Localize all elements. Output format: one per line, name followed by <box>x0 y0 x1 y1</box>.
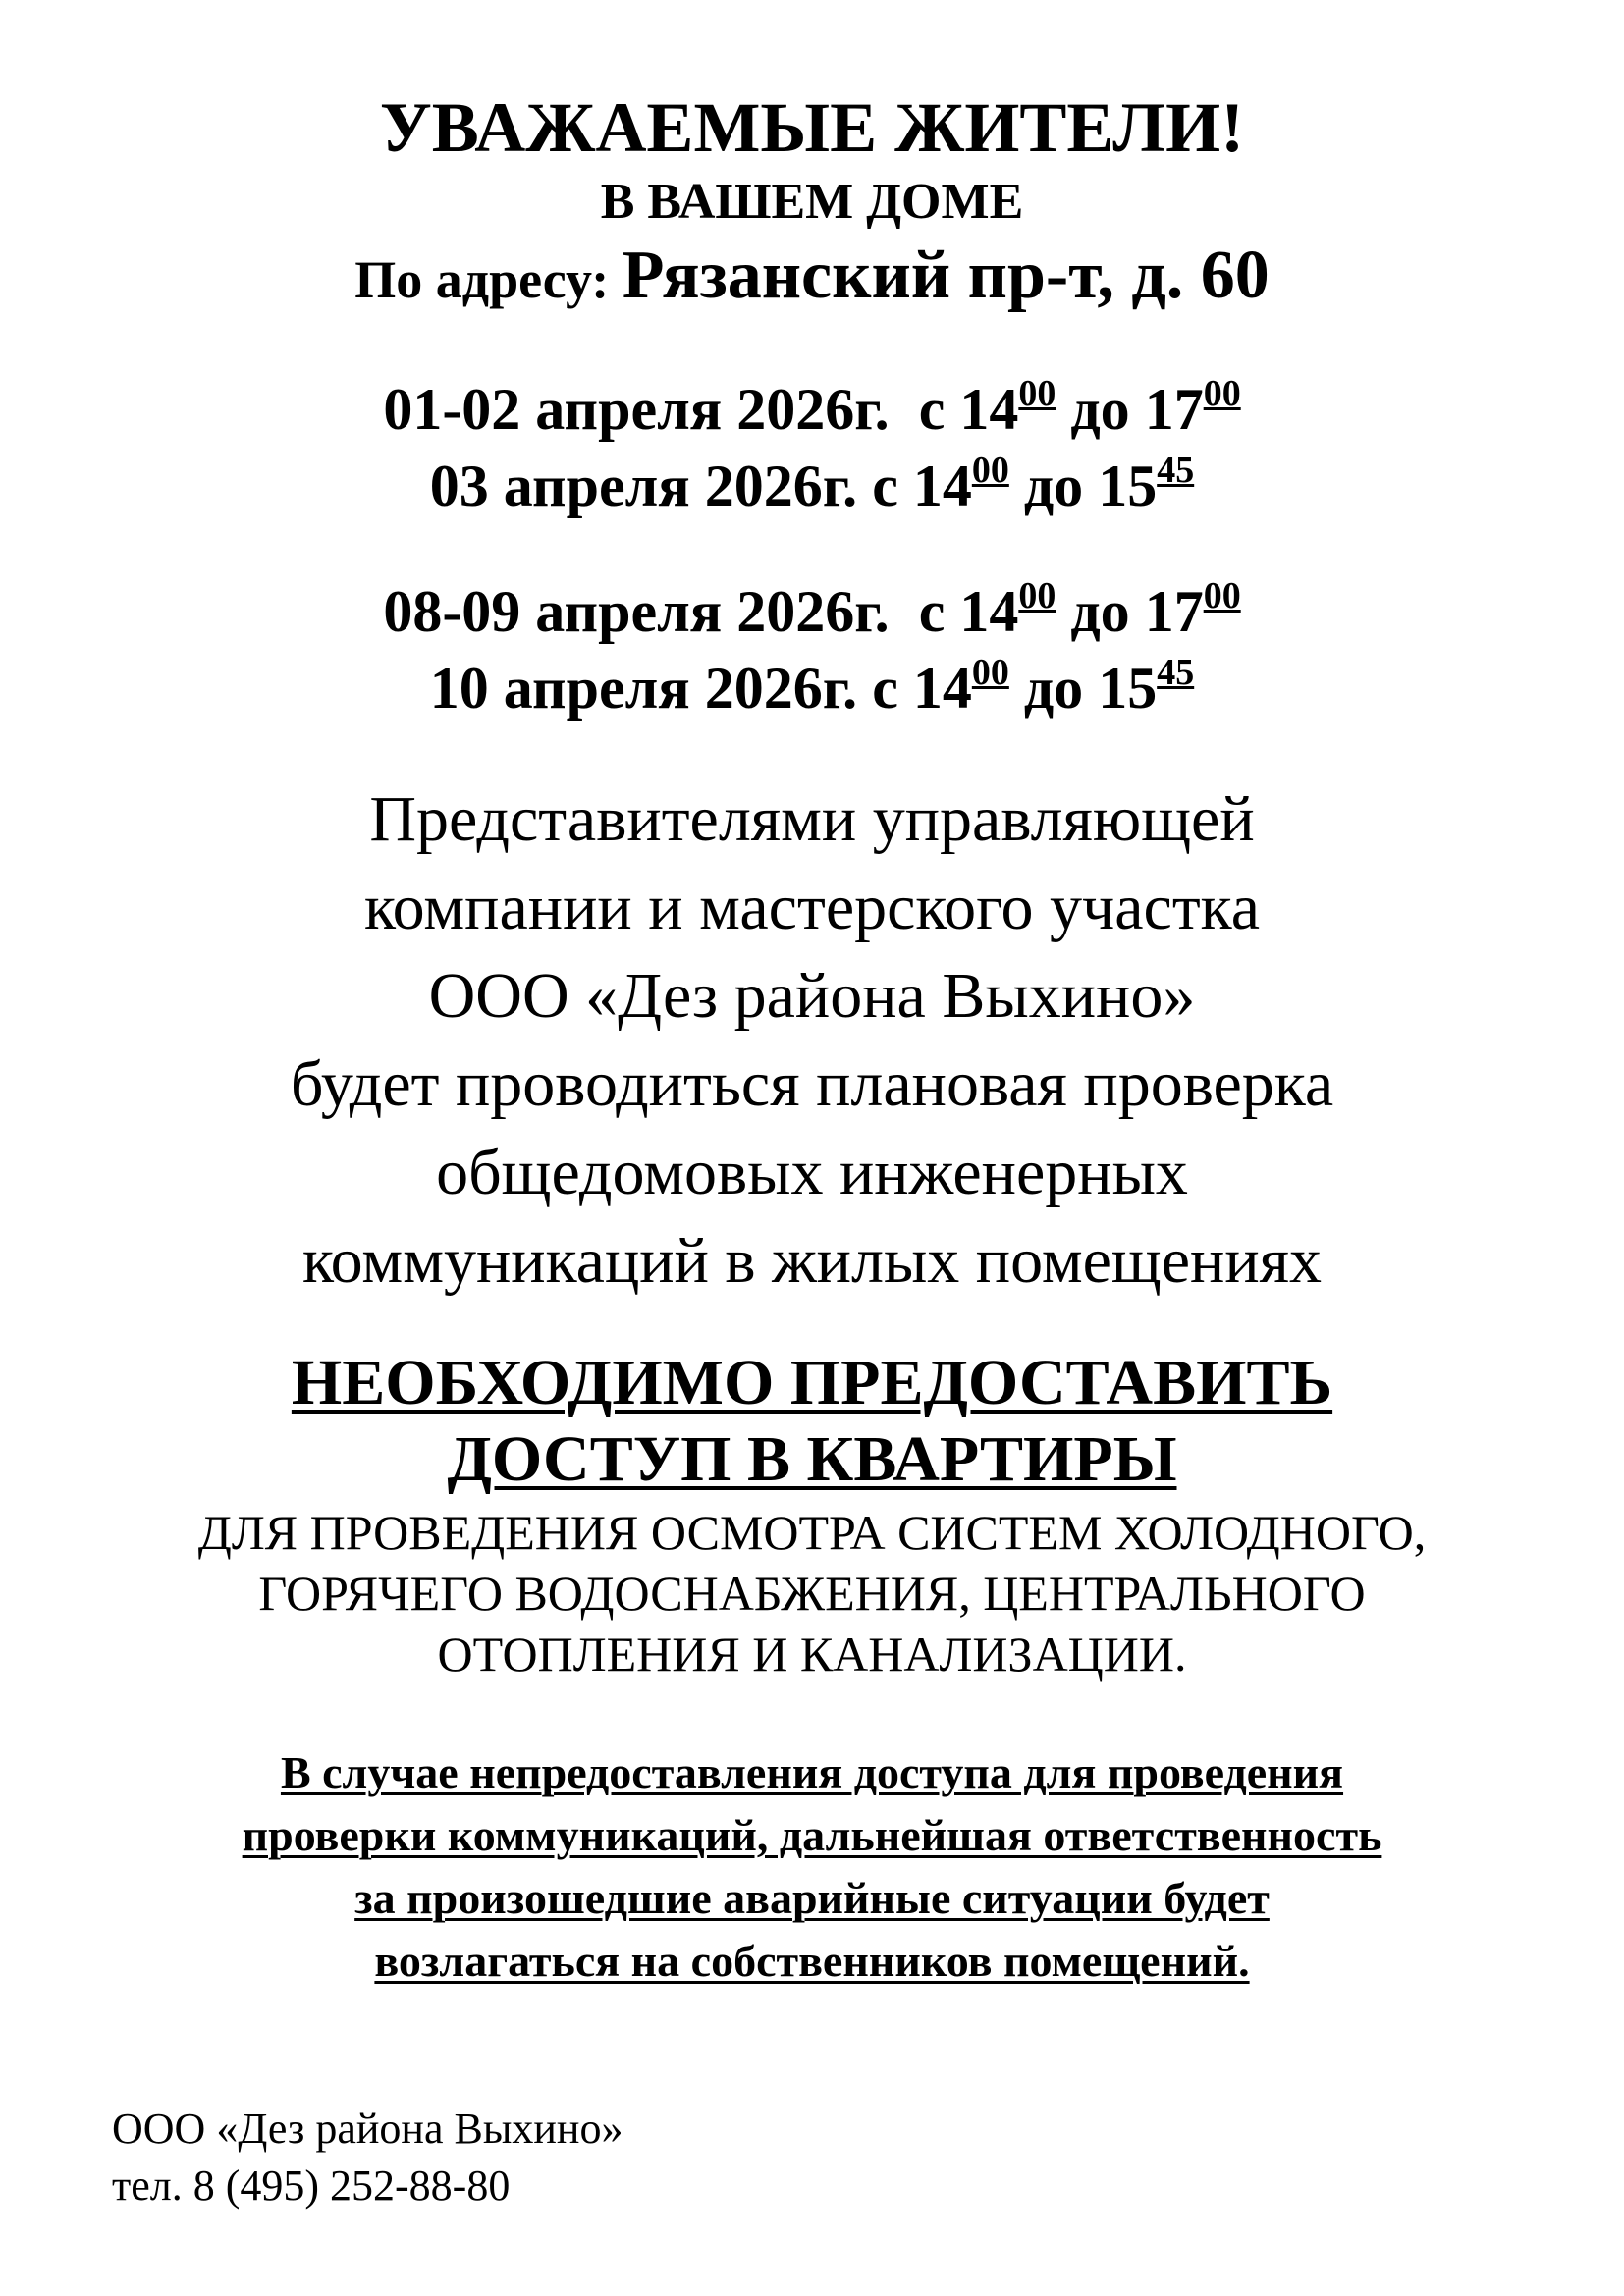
schedule-from-word: с <box>872 454 898 518</box>
systems-line: ГОРЯЧЕГО ВОДОСНАБЖЕНИЯ, ЦЕНТРАЛЬНОГО <box>258 1566 1366 1621</box>
body-line: коммуникаций в жилых помещениях <box>301 1225 1323 1297</box>
schedule-date: 08-09 апреля 2026г. <box>383 579 890 644</box>
warning-line-text: возлагаться на собственников помещений. <box>374 1936 1250 1986</box>
access-line <box>0 1421 1624 1498</box>
schedule-block-1 <box>0 371 1624 524</box>
schedule-to-hour: 17 <box>1144 579 1204 644</box>
schedule-to-minute: 00 <box>1203 575 1241 616</box>
schedule-from-word: с <box>918 377 946 442</box>
schedule-from-minute: 00 <box>971 450 1009 491</box>
warning-line <box>0 1804 1624 1867</box>
schedule-to-word: до <box>1023 454 1084 518</box>
systems-line: ОТОПЛЕНИЯ И КАНАЛИЗАЦИИ. <box>437 1627 1187 1682</box>
schedule-to-hour: 15 <box>1098 454 1158 518</box>
body-line: ООО «Дез района Выхино» <box>428 960 1196 1032</box>
footer-phone: тел. 8 (495) 252-88-80 <box>112 2162 511 2210</box>
notice-subtitle: В ВАШЕМ ДОМЕ <box>600 174 1024 230</box>
warning-line-text: В случае непредоставления доступа для проведения <box>280 1747 1344 1797</box>
address-value: Рязанский пр-т, д. 60 <box>622 238 1270 313</box>
access-line <box>0 1345 1624 1421</box>
schedule-to-word: до <box>1070 377 1130 442</box>
schedule-to-word: до <box>1070 579 1130 644</box>
schedule-from-hour: 14 <box>959 377 1019 442</box>
systems-line: ДЛЯ ПРОВЕДЕНИЯ ОСМОТРА СИСТЕМ ХОЛОДНОГО, <box>197 1505 1427 1560</box>
schedule-from-minute: 00 <box>1018 575 1056 616</box>
footer-org: ООО «Дез района Выхино» <box>112 2105 623 2153</box>
schedule-line <box>0 650 1624 726</box>
body-line: Представителями управляющей <box>369 783 1255 855</box>
schedule-to-hour: 17 <box>1144 377 1204 442</box>
access-line-text: ДОСТУП В КВАРТИРЫ <box>447 1423 1177 1495</box>
schedule-to-minute: 45 <box>1157 652 1195 693</box>
access-line-text: НЕОБХОДИМО ПРЕДОСТАВИТЬ <box>291 1347 1333 1418</box>
footer-contact <box>112 2101 623 2215</box>
schedule-date: 03 апреля 2026г. <box>429 454 858 518</box>
schedule-from-word: с <box>872 656 898 721</box>
warning-line-text: проверки коммуникаций, дальнейшая ответственность <box>242 1810 1382 1860</box>
schedule-from-minute: 00 <box>1018 373 1056 414</box>
warning-line <box>0 1930 1624 1993</box>
schedule-date: 01-02 апреля 2026г. <box>383 377 890 442</box>
schedule-from-hour: 14 <box>912 454 972 518</box>
schedule-from-minute: 00 <box>971 652 1009 693</box>
schedule-to-minute: 45 <box>1157 450 1195 491</box>
body-line: общедомовых инженерных <box>436 1137 1188 1208</box>
schedule-date: 10 апреля 2026г. <box>429 656 858 721</box>
schedule-block-2 <box>0 573 1624 726</box>
schedule-line <box>0 371 1624 448</box>
warning-line <box>0 1867 1624 1930</box>
schedule-from-hour: 14 <box>912 656 972 721</box>
schedule-from-hour: 14 <box>959 579 1019 644</box>
access-heading <box>0 1345 1624 1498</box>
body-line: будет проводиться плановая проверка <box>290 1048 1334 1120</box>
notice-title: УВАЖАЕМЫЕ ЖИТЕЛИ! <box>379 88 1245 167</box>
warning-block <box>0 1741 1624 1993</box>
schedule-line <box>0 573 1624 650</box>
body-line: компании и мастерского участка <box>363 872 1261 943</box>
warning-line <box>0 1741 1624 1804</box>
address-label: По адресу: <box>354 250 610 309</box>
notice-body <box>0 775 1624 1306</box>
address-line <box>0 240 1624 316</box>
schedule-to-hour: 15 <box>1098 656 1158 721</box>
systems-description <box>0 1502 1624 1684</box>
schedule-from-word: с <box>918 579 946 644</box>
warning-line-text: за произошедшие аварийные ситуации будет <box>354 1873 1270 1923</box>
schedule-line <box>0 448 1624 524</box>
schedule-to-minute: 00 <box>1203 373 1241 414</box>
schedule-to-word: до <box>1023 656 1084 721</box>
